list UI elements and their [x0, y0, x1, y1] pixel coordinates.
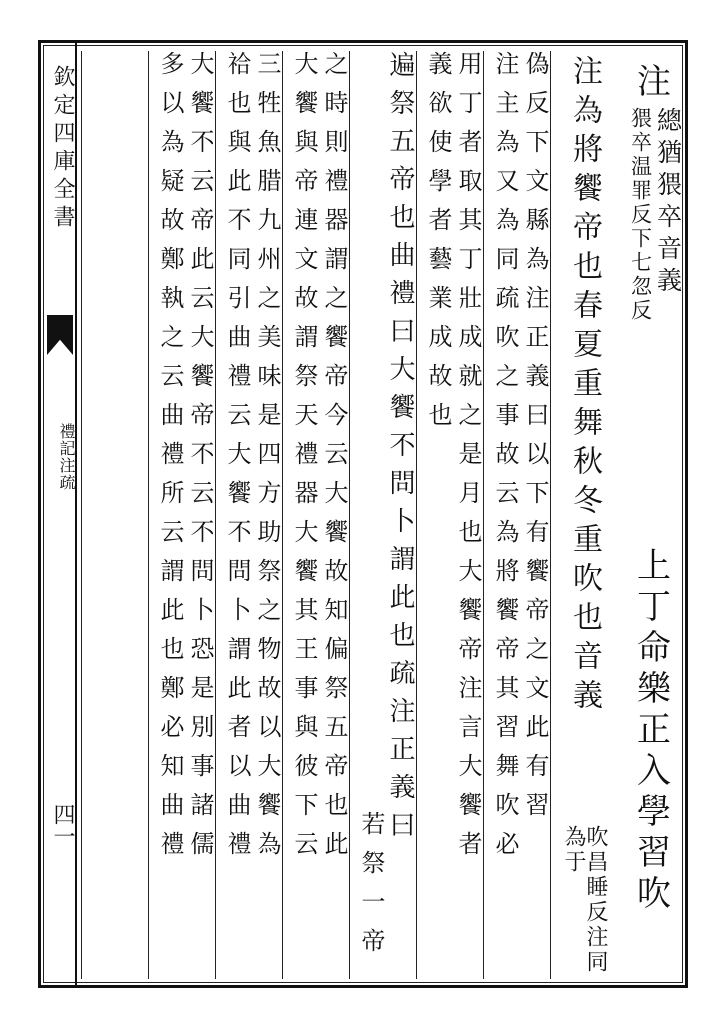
- margin-strip: [41, 43, 77, 985]
- text-column-2: [550, 51, 617, 979]
- small-note-left: 多以為疑故鄭執之云曲禮所云謂此也鄭必知曲禮: [156, 51, 184, 870]
- small-note-left: 大饗與帝連文故謂祭天禮器大饗其王事與彼下云: [290, 51, 318, 870]
- large-text: 注: [630, 63, 671, 102]
- small-note-right: 之時則禮器謂之饗帝今云大饗故知偏祭五帝也此: [320, 51, 348, 870]
- text-column-9-empty: [81, 51, 148, 979]
- large-text: 注為將饗帝也春夏重舞秋冬重吹也音義: [567, 55, 602, 718]
- document-page: [38, 40, 688, 988]
- small-note-right: 用丁者取其丁壯成就之是月也大饗帝注言大饗者: [454, 51, 482, 870]
- small-note-left: 注主為又為同疏吹之事故云為將饗帝其習舞吹必: [491, 51, 519, 870]
- small-note-right: 遍祭五帝也曲禮曰大饗不問卜謂此也疏注正義曰: [385, 51, 415, 849]
- text-column-8: [148, 51, 215, 979]
- small-note: 吹昌睡反注同為于: [561, 825, 608, 975]
- small-note-right: 三牲魚腊九州之美味是四方助祭之物故以大饗為: [253, 51, 281, 870]
- text-column-4: [416, 51, 483, 979]
- small-note-left: 義欲使學者藝業成故也: [424, 51, 452, 441]
- text-column-6: [282, 51, 349, 979]
- small-note-right: 總猶猥卒音義: [653, 107, 683, 299]
- page-number: 四一: [50, 803, 75, 847]
- book-title: 禮記注疏: [57, 423, 76, 491]
- book-series-title: 欽定四庫全書: [50, 65, 75, 233]
- large-text: 上丁命樂正入學習吹: [630, 547, 671, 916]
- text-column-3: [483, 51, 550, 979]
- text-column-1: [617, 51, 684, 979]
- small-note-left: 祫也與此不同引曲禮云大饗不問卜謂此者以曲禮: [223, 51, 251, 870]
- small-note-right: 偽反下文縣為注正義曰以下有饗帝之文此有習: [521, 51, 549, 831]
- text-column-7: [215, 51, 282, 979]
- small-note-left: 猥卒温罪反下七忽反: [628, 107, 653, 323]
- small-note-right: 大饗不云帝此云大饗帝不云不問卜恐是別事諸儒: [186, 51, 214, 870]
- fishtail-mark-icon: [47, 315, 73, 355]
- text-column-5: [349, 51, 416, 979]
- small-note-left: 若祭一帝: [357, 811, 385, 967]
